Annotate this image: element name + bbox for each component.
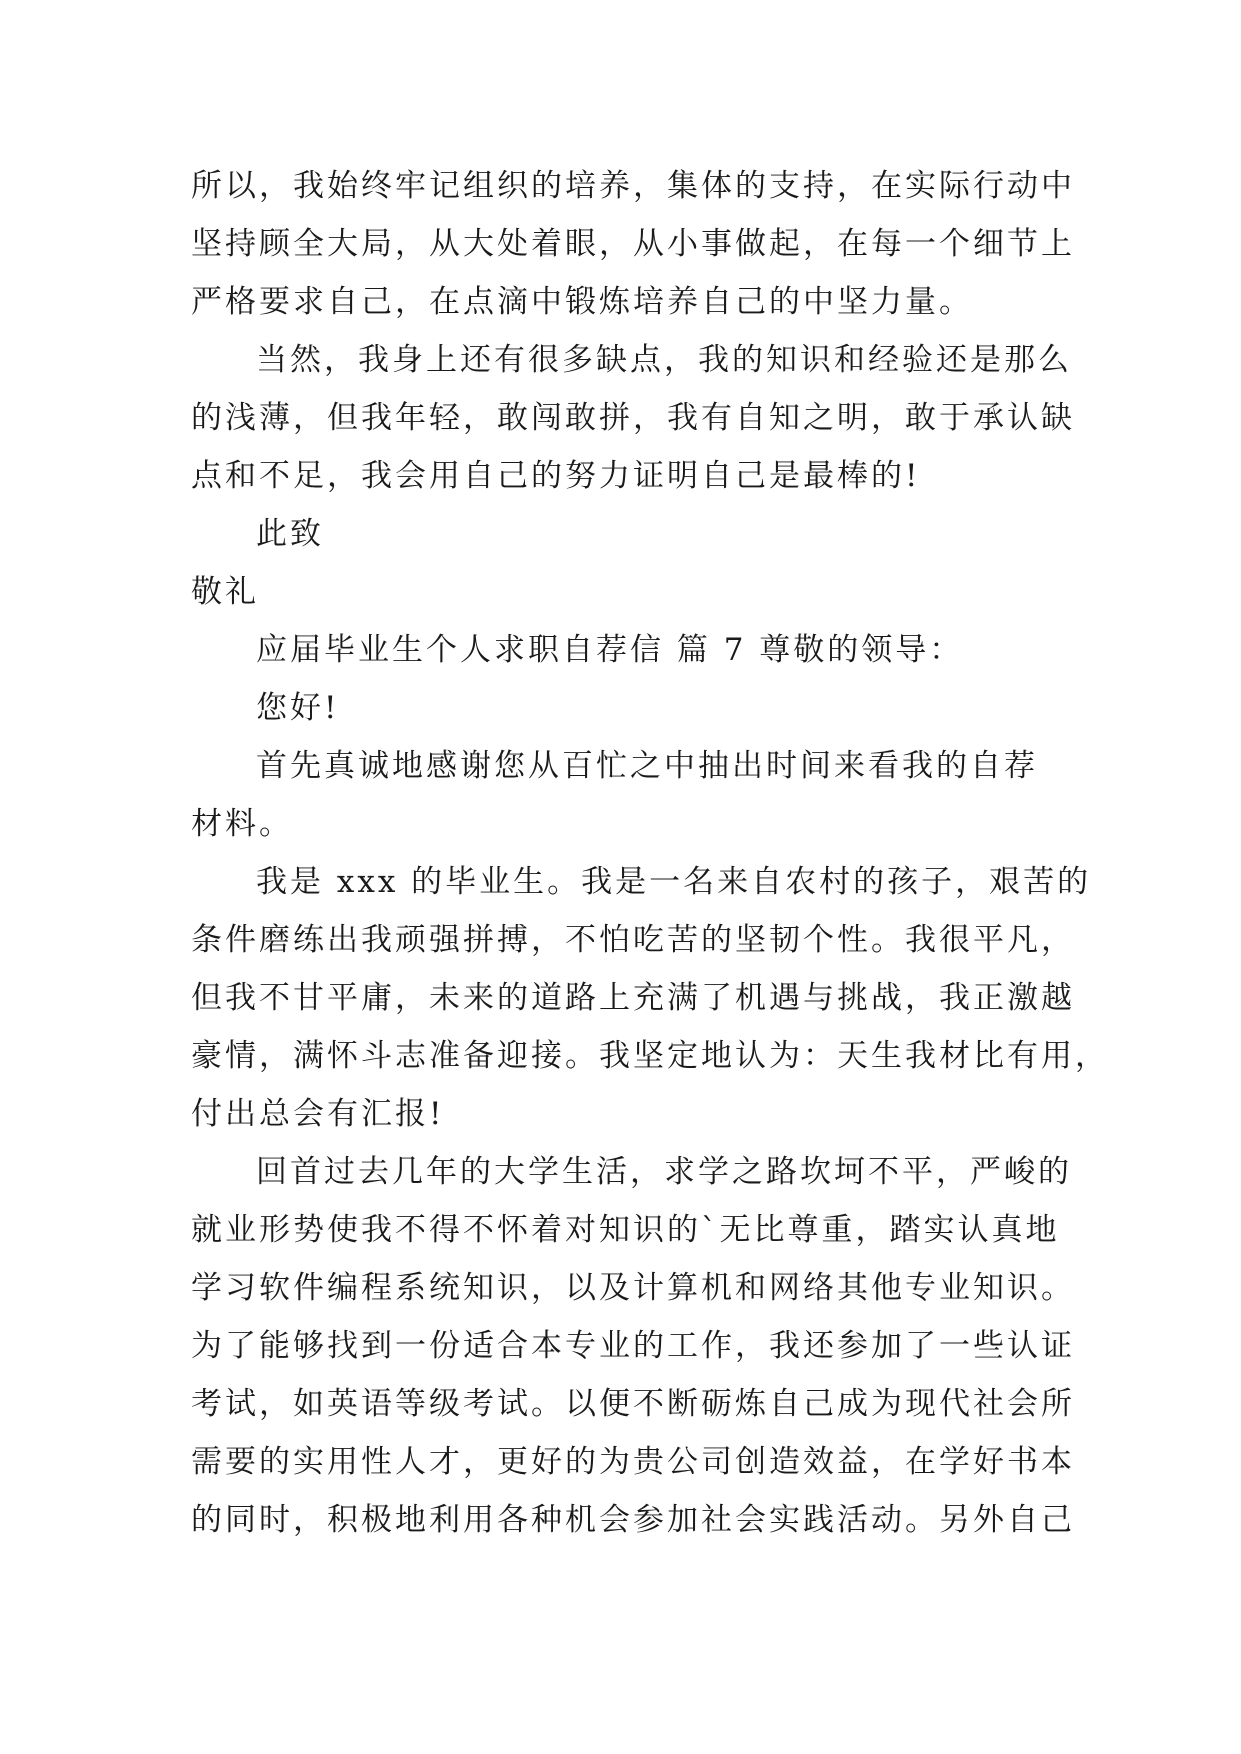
text-line: 回首过去几年的大学生活，求学之路坎坷不平，严峻的 (256, 1154, 1072, 1190)
text-line: 考试，如英语等级考试。以便不断砺炼自己成为现代社会所 (191, 1386, 1075, 1422)
text-line: 坚持顾全大局，从大处着眼，从小事做起，在每一个细节上 (191, 226, 1075, 262)
closing-salutation: 此致 (256, 516, 324, 552)
letter-heading: 应届毕业生个人求职自荐信 篇 7 尊敬的领导： (256, 632, 964, 668)
text-line: 就业形势使我不得不怀着对知识的`无比尊重，踏实认真地 (191, 1212, 1060, 1248)
text-line: 学习软件编程系统知识，以及计算机和网络其他专业知识。 (191, 1270, 1075, 1306)
text-line: 材料。 (191, 806, 293, 842)
greeting: 您好! (256, 690, 340, 726)
text-line: 当然，我身上还有很多缺点，我的知识和经验还是那么 (256, 342, 1072, 378)
text-line: 我是 xxx 的毕业生。我是一名来自农村的孩子，艰苦的 (256, 864, 1092, 900)
text-line: 需要的实用性人才，更好的为贵公司创造效益，在学好书本 (191, 1444, 1075, 1480)
text-line: 首先真诚地感谢您从百忙之中抽出时间来看我的自荐 (256, 748, 1038, 784)
closing-regards: 敬礼 (191, 574, 259, 610)
text-line: 点和不足，我会用自己的努力证明自己是最棒的! (191, 458, 921, 494)
text-line: 所以，我始终牢记组织的培养，集体的支持，在实际行动中 (191, 168, 1075, 204)
text-line: 的浅薄，但我年轻，敢闯敢拼，我有自知之明，敢于承认缺 (191, 400, 1075, 436)
text-line: 为了能够找到一份适合本专业的工作，我还参加了一些认证 (191, 1328, 1075, 1364)
text-line: 严格要求自己，在点滴中锻炼培养自己的中坚力量。 (191, 284, 973, 320)
text-line: 付出总会有汇报! (191, 1096, 445, 1132)
text-line: 豪情，满怀斗志准备迎接。我坚定地认为：天生我材比有用， (191, 1038, 1109, 1074)
text-line: 但我不甘平庸，未来的道路上充满了机遇与挑战，我正激越 (191, 980, 1075, 1016)
text-line: 条件磨练出我顽强拼搏，不怕吃苦的坚韧个性。我很平凡， (191, 922, 1075, 958)
text-line: 的同时，积极地利用各种机会参加社会实践活动。另外自己 (191, 1502, 1075, 1538)
